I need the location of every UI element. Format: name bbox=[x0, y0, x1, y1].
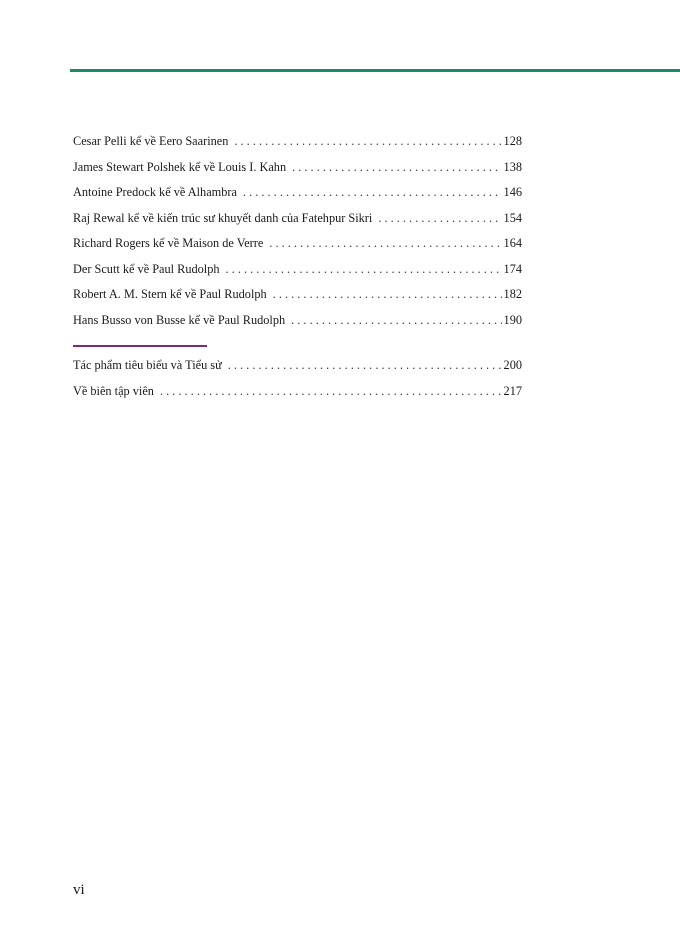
toc-dot-leader bbox=[226, 257, 502, 283]
toc-dot-leader bbox=[292, 155, 501, 181]
section-divider-rule bbox=[73, 345, 207, 347]
toc-entry[interactable] bbox=[73, 231, 522, 257]
toc-entry-page: 146 bbox=[503, 185, 522, 199]
toc-dot-leader bbox=[243, 180, 502, 206]
toc-entry-page: 154 bbox=[503, 210, 522, 225]
toc-entry[interactable] bbox=[73, 257, 522, 283]
toc-entry-title: Raj Rewal kể về kiến trúc sư khuyết danh của Fatehpur Sikri bbox=[73, 210, 373, 225]
toc-dot-leader bbox=[378, 206, 501, 232]
toc-main-group bbox=[73, 129, 522, 333]
toc-dot-leader bbox=[273, 282, 502, 308]
toc-dot-leader bbox=[269, 231, 501, 257]
toc-entry[interactable] bbox=[73, 353, 522, 379]
top-rule bbox=[70, 69, 680, 72]
toc-entry[interactable] bbox=[73, 308, 522, 334]
toc-entry-title: Robert A. M. Stern kể về Paul Rudolph bbox=[73, 287, 267, 301]
toc-entry-page: 164 bbox=[503, 236, 522, 250]
toc-entry[interactable] bbox=[73, 129, 522, 155]
toc-entry-title: Antoine Predock kể về Alhambra bbox=[73, 185, 237, 199]
toc-entry[interactable] bbox=[73, 155, 522, 181]
toc-entry-title: Tác phẩm tiêu biểu và Tiểu sử bbox=[73, 358, 222, 372]
toc-entry-title: Về biên tập viên bbox=[73, 383, 154, 398]
toc-entry[interactable] bbox=[73, 206, 522, 232]
toc-dot-leader bbox=[291, 308, 501, 334]
toc-entry-title: James Stewart Polshek kể về Louis I. Kahn bbox=[73, 159, 287, 174]
toc-entry-page: 174 bbox=[503, 261, 522, 276]
toc-entry-page: 138 bbox=[503, 159, 522, 174]
toc-entry-title: Hans Busso von Busse kể về Paul Rudolph bbox=[73, 312, 286, 327]
toc-entry[interactable] bbox=[73, 282, 522, 308]
toc-entry[interactable] bbox=[73, 379, 522, 405]
toc-entry-page: 182 bbox=[503, 287, 522, 301]
toc-entry-page: 190 bbox=[503, 312, 522, 327]
toc-entry-page: 217 bbox=[503, 383, 522, 398]
toc-entry-title: Cesar Pelli kể về Eero Saarinen bbox=[73, 134, 229, 148]
toc-entry-page: 200 bbox=[503, 358, 522, 372]
toc-entry-title: Richard Rogers kể về Maison de Verre bbox=[73, 236, 264, 250]
table-of-contents bbox=[73, 129, 522, 404]
toc-dot-leader bbox=[228, 353, 502, 379]
toc-dot-leader bbox=[160, 379, 502, 405]
toc-dot-leader bbox=[234, 129, 501, 155]
page-number: vi bbox=[73, 882, 85, 898]
toc-entry[interactable] bbox=[73, 180, 522, 206]
toc-entry-title: Der Scutt kể về Paul Rudolph bbox=[73, 261, 220, 276]
toc-back-matter-group bbox=[73, 353, 522, 404]
toc-entry-page: 128 bbox=[503, 134, 522, 148]
